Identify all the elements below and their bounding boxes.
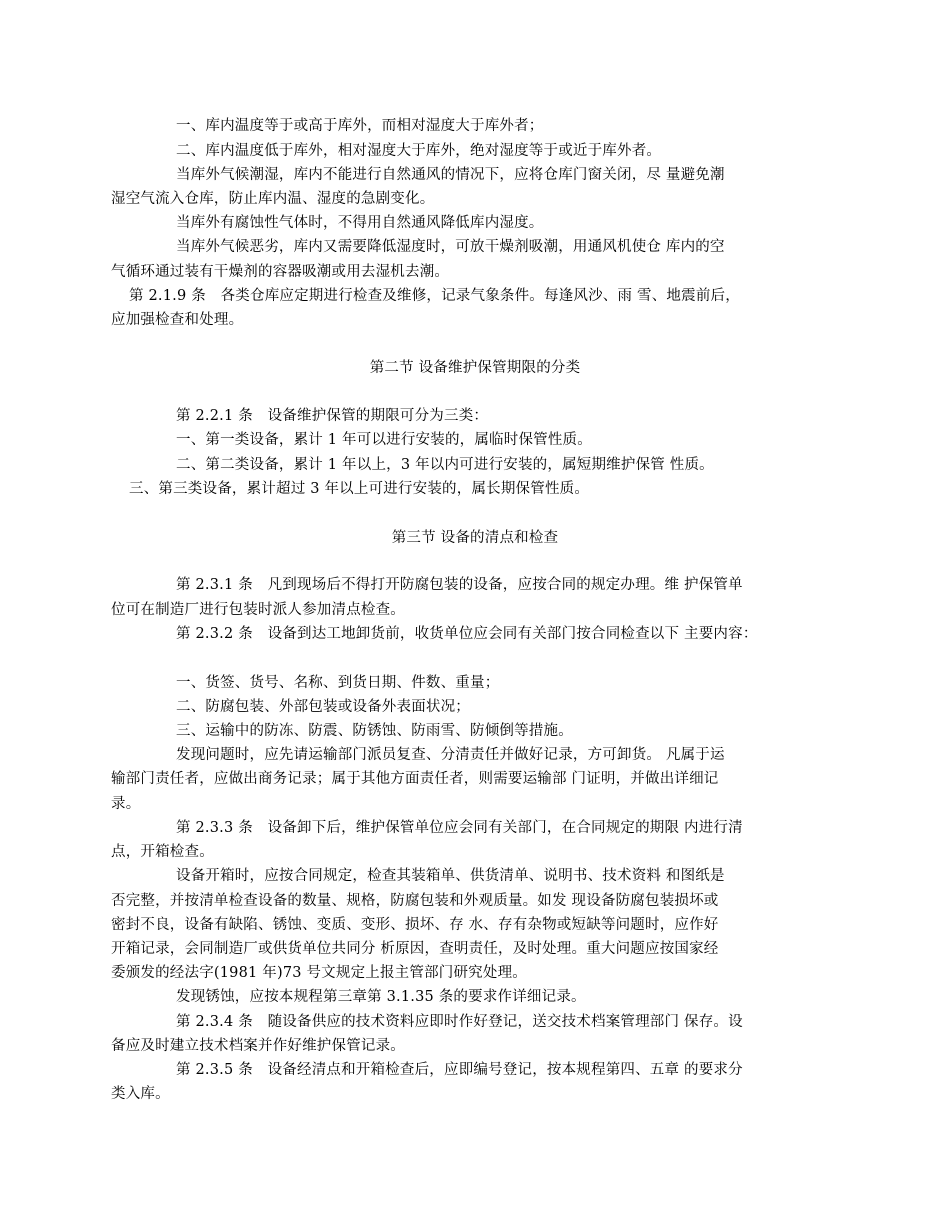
- clause-2-3-5: 第 2.3.5 条 设备经清点和开箱检查后，应即编号登记，按本规程第四、五章 的要求分: [176, 1062, 743, 1078]
- clause-2-3-2: 第 2.3.2 条 设备到达工地卸货前，收货单位应会同有关部门按合同检查以下 主要内容：: [176, 626, 758, 642]
- paragraph-line: 点，开箱检查。: [111, 844, 214, 860]
- list-item: 三、第三类设备，累计超过 3 年以上可进行安装的，属长期保管性质。: [129, 481, 590, 497]
- paragraph-line: 设备开箱时，应按合同规定，检查其装箱单、供货清单、说明书、技术资料 和图纸是: [176, 868, 725, 884]
- section-heading: 第二节 设备维护保管期限的分类: [369, 360, 581, 376]
- list-item: 一、库内温度等于或高于库外，而相对湿度大于库外者；: [176, 118, 544, 134]
- list-item: 二、库内温度低于库外，相对湿度大于库外，绝对湿度等于或近于库外者。: [176, 143, 662, 159]
- paragraph-line: 湿空气流入仓库，防止库内温、湿度的急剧变化。: [111, 191, 435, 207]
- paragraph-line: 录。: [111, 796, 141, 812]
- list-item: 三、运输中的防冻、防震、防锈蚀、防雨雪、防倾倒等措施。: [176, 723, 573, 739]
- paragraph-line: 密封不良，设备有缺陷、锈蚀、变质、变形、损坏、存 水、存有杂物或短缺等问题时，应作好: [111, 917, 719, 933]
- paragraph-line: 输部门责任者，应做出商务记录；属于其他方面责任者，则需要运输部 门证明，并做出详细记: [111, 771, 719, 787]
- paragraph-line: 气循环通过装有干燥剂的容器吸潮或用去湿机去潮。: [111, 264, 450, 280]
- clause-2-2-1: 第 2.2.1 条 设备维护保管的期限可分为三类：: [176, 408, 489, 424]
- paragraph-line: 位可在制造厂进行包装时派人参加清点检查。: [111, 602, 405, 618]
- list-item: 一、货签、货号、名称、到货日期、件数、重量；: [176, 675, 500, 691]
- paragraph-line: 当库外有腐蚀性气体时，不得用自然通风降低库内湿度。: [176, 215, 544, 231]
- paragraph-line: 发现问题时，应先请运输部门派员复查、分清责任并做好记录，方可卸货。 凡属于运: [176, 747, 725, 763]
- clause-2-3-3: 第 2.3.3 条 设备卸下后，维护保管单位应会同有关部门，在合同规定的期限 内进行清: [176, 820, 743, 836]
- paragraph-line: 委颁发的经法字(1981 年)73 号文规定上报主管部门研究处理。: [111, 965, 527, 981]
- list-item: 二、第二类设备，累计 1 年以上，3 年以内可进行安装的，属短期维护保管 性质。: [176, 457, 714, 473]
- clause-2-3-1: 第 2.3.1 条 凡到现场后不得打开防腐包装的设备，应按合同的规定办理。维 护保管单: [176, 577, 743, 593]
- list-item: 二、防腐包装、外部包装或设备外表面状况；: [176, 699, 470, 715]
- paragraph-line: 开箱记录，会同制造厂或供货单位共同分 析原因，查明责任，及时处理。重大问题应按国家经: [111, 941, 719, 957]
- paragraph-line: 应加强检查和处理。: [111, 312, 244, 328]
- paragraph-line: 备应及时建立技术档案并作好维护保管记录。: [111, 1038, 405, 1054]
- paragraph-line: 否完整，并按清单检查设备的数量、规格，防腐包装和外观质量。如发 现设备防腐包装损坏或: [111, 893, 719, 909]
- paragraph-line: 类入库。: [111, 1086, 170, 1102]
- clause-2-3-4: 第 2.3.4 条 随设备供应的技术资料应即时作好登记，送交技术档案管理部门 保存。设: [176, 1014, 743, 1030]
- paragraph-line: 当库外气候潮湿，库内不能进行自然通风的情况下，应将仓库门窗关闭，尽 量避免潮: [176, 167, 725, 183]
- paragraph-line: 发现锈蚀，应按本规程第三章第 3.1.35 条的要求作详细记录。: [176, 989, 586, 1005]
- paragraph-line: 当库外气候恶劣，库内又需要降低湿度时，可放干燥剂吸潮，用通风机使仓 库内的空: [176, 239, 725, 255]
- section-heading: 第三节 设备的清点和检查: [391, 530, 559, 546]
- clause-2-1-9: 第 2.1.9 条 各类仓库应定期进行检查及维修，记录气象条件。每逢风沙、雨 雪、地震前后，: [129, 288, 740, 304]
- list-item: 一、第一类设备，累计 1 年可以进行安装的，属临时保管性质。: [176, 432, 592, 448]
